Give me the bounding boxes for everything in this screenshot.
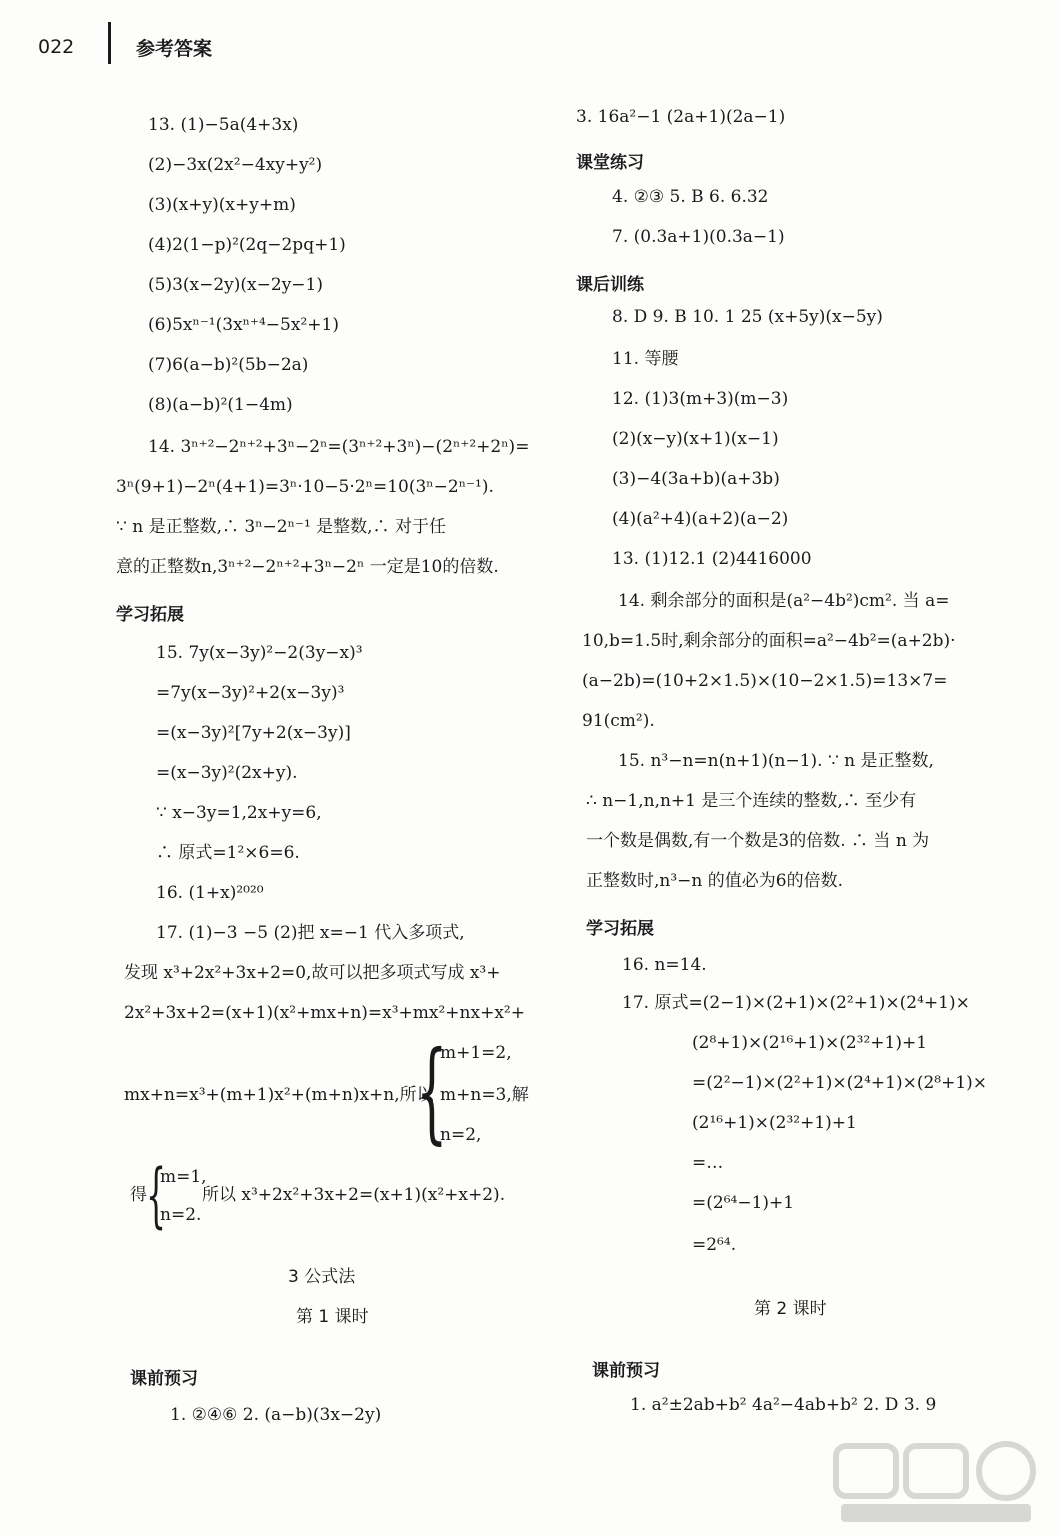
answer-r-11: 11. 等腰: [612, 349, 679, 369]
answer-13-4: (4)2(1−p)²(2q−2pq+1): [148, 235, 346, 255]
answer-r-17-line3: =(2²−1)×(2²+1)×(2⁴+1)×(2⁸+1)×: [692, 1073, 988, 1093]
answer-14-line4: 意的正整数n,3ⁿ⁺²−2ⁿ⁺²+3ⁿ−2ⁿ 一定是10的倍数.: [116, 557, 499, 577]
answer-r-15-line2: ∴ n−1,n,n+1 是三个连续的整数,∴ 至少有: [586, 791, 917, 811]
answer-14-line2: 3ⁿ(9+1)−2ⁿ(4+1)=3ⁿ·10−5·2ⁿ=10(3ⁿ−2ⁿ⁻¹).: [116, 477, 494, 497]
answer-17-line2: 发现 x³+2x²+3x+2=0,故可以把多项式写成 x³+: [124, 963, 501, 983]
answer-r-preview-1-3: 1. a²±2ab+b² 4a²−4ab+b² 2. D 3. 9: [630, 1395, 937, 1415]
header-divider: [108, 22, 111, 64]
answer-r-17-line1: 17. 原式=(2−1)×(2+1)×(2²+1)×(2⁴+1)×: [622, 993, 970, 1013]
answer-17-line4: mx+n=x³+(m+1)x²+(m+n)x+n,所以: [124, 1085, 434, 1105]
answer-r-12-1: 12. (1)3(m+3)(m−3): [612, 389, 789, 409]
answer-15-line3: =(x−3y)²[7y+2(x−3y)]: [156, 723, 351, 743]
lesson-title: 第 2 课时: [754, 1299, 827, 1319]
answer-15-line6: ∴ 原式=1²×6=6.: [156, 843, 300, 863]
answer-r-14-line4: 91(cm²).: [582, 711, 655, 731]
section-heading: 课堂练习: [576, 153, 644, 173]
answer-17-line3: 2x²+3x+2=(x+1)(x²+mx+n)=x³+mx²+nx+x²+: [124, 1003, 525, 1023]
section-heading: 学习拓展: [586, 919, 654, 939]
watermark-logo-icon: [831, 1438, 1041, 1528]
answer-14-line3: ∵ n 是正整数,∴ 3ⁿ−2ⁿ⁻¹ 是整数,∴ 对于任: [116, 517, 446, 537]
answer-r-15-line4: 正整数时,n³−n 的值必为6的倍数.: [586, 871, 843, 891]
answer-r-17-line5: =…: [692, 1153, 724, 1173]
chapter-title: 3 公式法: [288, 1267, 356, 1287]
answer-r-7: 7. (0.3a+1)(0.3a−1): [612, 227, 785, 247]
answer-r-17-line7: =2⁶⁴.: [692, 1235, 737, 1255]
section-heading: 课后训练: [576, 275, 644, 295]
page-header-title: 参考答案: [136, 38, 213, 60]
answer-r-14-line1: 14. 剩余部分的面积是(a²−4b²)cm². 当 a=: [618, 591, 950, 611]
answer-13-7: (7)6(a−b)²(5b−2a): [148, 355, 309, 375]
answer-17-result: 所以 x³+2x²+3x+2=(x+1)(x²+x+2).: [202, 1185, 506, 1205]
answer-r-17-line2: (2⁸+1)×(2¹⁶+1)×(2³²+1)+1: [692, 1033, 928, 1053]
answer-15-line5: ∵ x−3y=1,2x+y=6,: [156, 803, 322, 823]
system1-eq3: n=2,: [440, 1125, 482, 1145]
answer-r-12-4: (4)(a²+4)(a+2)(a−2): [612, 509, 789, 529]
system1-eq1: m+1=2,: [440, 1043, 512, 1063]
section-heading: 学习拓展: [116, 605, 184, 625]
answer-r-17-line6: =(2⁶⁴−1)+1: [692, 1193, 795, 1213]
answer-13-8: (8)(a−b)²(1−4m): [148, 395, 293, 415]
answer-r-15-line3: 一个数是偶数,有一个数是3的倍数. ∴ 当 n 为: [586, 831, 930, 851]
answer-14-line1: 14. 3ⁿ⁺²−2ⁿ⁺²+3ⁿ−2ⁿ=(3ⁿ⁺²+3ⁿ)−(2ⁿ⁺²+2ⁿ)=: [148, 437, 530, 457]
answer-r-4-6: 4. ②③ 5. B 6. 6.32: [612, 187, 769, 207]
lesson-title: 第 1 课时: [296, 1307, 369, 1327]
answer-13-2: (2)−3x(2x²−4xy+y²): [148, 155, 323, 175]
answer-13-3: (3)(x+y)(x+y+m): [148, 195, 296, 215]
answer-16: 16. (1+x)²⁰²⁰: [156, 883, 264, 903]
answer-13-5: (5)3(x−2y)(x−2y−1): [148, 275, 323, 295]
answer-13-1: 13. (1)−5a(4+3x): [148, 115, 299, 135]
section-heading: 课前预习: [130, 1369, 198, 1389]
answer-17-result-prefix: 得: [130, 1185, 147, 1205]
section-heading: 课前预习: [592, 1361, 660, 1381]
equation-system-brace: {: [146, 1154, 167, 1236]
answer-r-14-line3: (a−2b)=(10+2×1.5)×(10−2×1.5)=13×7=: [582, 671, 948, 691]
answer-r-8-10: 8. D 9. B 10. 1 25 (x+5y)(x−5y): [612, 307, 883, 327]
answer-13-6: (6)5xⁿ⁻¹(3xⁿ⁺⁴−5x²+1): [148, 315, 339, 335]
answer-r-15-line1: 15. n³−n=n(n+1)(n−1). ∵ n 是正整数,: [618, 751, 934, 771]
answer-r-3: 3. 16a²−1 (2a+1)(2a−1): [576, 107, 786, 127]
answer-r-12-3: (3)−4(3a+b)(a+3b): [612, 469, 780, 489]
answer-r-16: 16. n=14.: [622, 955, 707, 975]
system1-eq2: m+n=3,解: [440, 1085, 529, 1105]
system2-eq1: m=1,: [160, 1167, 207, 1187]
system2-eq2: n=2.: [160, 1205, 202, 1225]
page-number: 022: [38, 36, 75, 58]
answer-15-line4: =(x−3y)²(2x+y).: [156, 763, 298, 783]
answer-17-line1: 17. (1)−3 −5 (2)把 x=−1 代入多项式,: [156, 923, 465, 943]
equation-system-brace: {: [416, 1027, 448, 1155]
answer-r-14-line2: 10,b=1.5时,剩余部分的面积=a²−4b²=(a+2b)·: [582, 631, 956, 651]
answer-15-line2: =7y(x−3y)²+2(x−3y)³: [156, 683, 345, 703]
answer-r-13: 13. (1)12.1 (2)4416000: [612, 549, 812, 569]
answer-r-12-2: (2)(x−y)(x+1)(x−1): [612, 429, 779, 449]
answer-15-line1: 15. 7y(x−3y)²−2(3y−x)³: [156, 643, 363, 663]
answer-r-17-line4: (2¹⁶+1)×(2³²+1)+1: [692, 1113, 857, 1133]
answer-preview-1-2: 1. ②④⑥ 2. (a−b)(3x−2y): [170, 1405, 382, 1425]
